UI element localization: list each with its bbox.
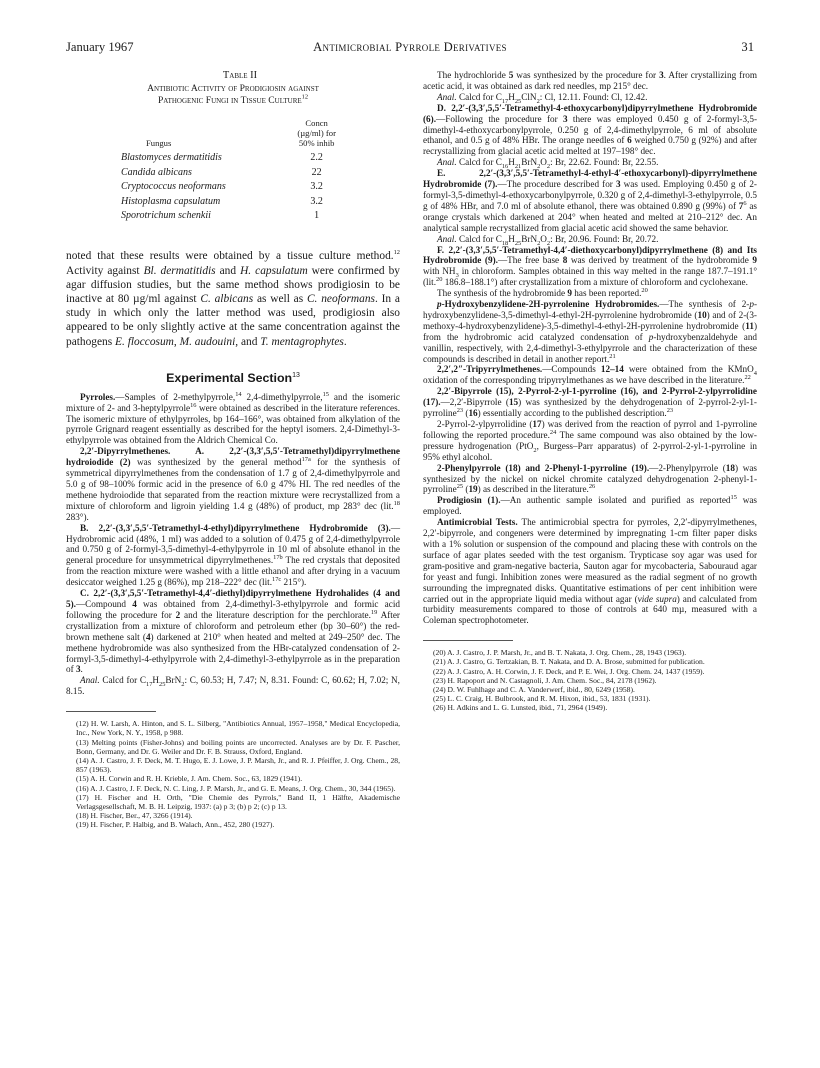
table-title-ref: 12	[301, 93, 309, 101]
paragraph-anal-6: Anal. Calcd for $C_{16}H_{21}BrN_2O_2$: Br, 22.62. Found: Br, 22.55.	[437, 157, 659, 171]
paragraph-prodigiosin: Prodigiosin (1).—An authentic sample isolated and purified as reported$^{15}$ was employed.	[423, 494, 757, 517]
page-number: 31	[741, 40, 754, 54]
table-row: Blastomyces dermatitidis 2.2	[121, 152, 323, 164]
fungi-table	[120, 117, 346, 224]
footnote: (17) H. Fischer and H. Orth, "Die Chemie des Pyrrols," Band II, 1 Hälfte, Akademische Verlagsgesellschaft, M. B. H. Leipzig, 1937: (a) p 3; (b) p 2; (c) p 13.	[76, 792, 400, 811]
paragraph-hydroxybenzylidene: p-Hydroxybenzylidene-2H-pyrrolenine Hydrobromides.—The synthesis of 2-p-hydroxybenzylidene-3,5-dimethyl-4-ethyl-2H-pyrrolenine hydrobromide (10) and of 2-(3-methoxy-4-hydroxybenzylidene)-3,5-dimethyl-4-ethyl-2H-pyrrolenine hydrobromide (11) from the hydrobromic acid catalyzed condensation of p-hydroxybenzaldehyde and vanillin, respectively, with 2,4-dimethyl-3-ethylpyrrole and the characterization of these compounds is described in detail in another report.$^{21}$	[423, 299, 758, 364]
col-header-concn: Concn (µg/ml) for 50% inhib	[297, 117, 336, 149]
intro-paragraph: noted that these results were obtained by a tissue culture method.$^{12}$ Activity against Bl. dermatitidis and H. capsulatum were confirmed by agar diffusion studies, but the same method shows prodigiosin to be inactive at 80 µg/ml against C. albicans as well as C. neoformans. In a study in which only the latter method was used, prodigiosin also appeared to be only slightly active at the same concentration against the pathogens E. floccosum, M. audouini, and T. mentagrophytes.	[66, 249, 400, 348]
footnote: (26) H. Adkins and L. G. Lunsted, ibid., 71, 2964 (1949).	[433, 703, 608, 713]
footnote: (25) L. C. Craig, H. Bulbrook, and R. M. Hixon, ibid., 53, 1831 (1931).	[433, 694, 651, 704]
paragraph-f: F. 2,2′-(3,3′,5,5′-Tetramethyl-4,4′-diethoxycarbonyl)dipyrrylmethene (8) and Its Hydrobromide (9).—The free base 8 was derived by treatment of the hydrobromide 9 with $NH_3$ in chloroform. Samples obtained in this way melted in the range 187.7–191.1° (lit.$^{20}$ 186.8–188.1°) after crystallization from a mixture of chloroform and cyclohexane.	[423, 244, 758, 288]
paragraph-tripyrrylmethenes: 2,2′,2″-Tripyrrylmethenes.—Compounds 12–14 were obtained from the KMnO$_4$ oxidation of the corresponding tripyrrylmethanes as we have described in the literature.$^{22}$	[423, 364, 757, 386]
paragraph-pyrrolidine: 2-Pyrrol-2-ylpyrrolidine (17) was derived from the reaction of pyrrol and 1-pyrroline following the reported procedure.$^{24}$ The same compound was also obtained by the low-pressure hydrogenation (PtO$_2$, Burgess–Parr apparatus) of 2-pyrrol-2-yl-1-pyrroline in 95% ethyl alcohol.	[423, 419, 757, 462]
left-column	[66, 70, 400, 830]
paragraph-anal-c: Anal. Calcd for $C_{17}H_{25}BrN_2$: C, 60.53; H, 7.47; N, 8.31. Found: C, 60.62; H, 7.02; N, 8.15.	[66, 675, 400, 697]
paragraph-anal-7: Anal. Calcd for $C_{18}H_{25}BrN_2O_2$: Br, 20.96. Found: Br, 20.72.	[437, 233, 659, 247]
table-title-line2: Pathogenic Fungi in Tissue Culture	[157, 95, 302, 107]
footnote: (16) A. J. Castro, J. F. Deck, N. C. Ling, J. P. Marsh, Jr., and G. E. Means, J. Org. Chem., 30, 344 (1965).	[76, 783, 396, 793]
table-ii	[66, 70, 400, 223]
paragraph-dipyrrylmethenes: 2,2′-Dipyrrylmethenes. A. 2,2′-(3,3′,5,5′-Tetramethyl)dipyrrylmethene hydroiodide (2) was synthesized by the general method$^{17a}$ for the synthesis of symmetrical dipyrrylmethenes from the condensation of 1.7 g of 2,4-dimethylpyrrole and 5.0 g of 98–100% formic acid in the presence of 6.0 g 47% HI. The red needles of the methene hydroiodide that separated from the reaction mixture were recrystallized from a mixture of chloroform and ligroin yielding 1.4 g (48%) of product, mp 283° dec (lit.$^{18}$ 283°).	[66, 446, 401, 522]
paragraph-bipyrrole: 2,2′-Bipyrrole (15), 2-Pyrrol-2-yl-1-pyrroline (16), and 2-Pyrrol-2-ylpyrrolidine (17).—2,2′-Bipyrrole (15) was synthesized by the dehydrogenation of 2-pyrrol-2-yl-1-pyrroline$^{23}$ (16) essentially according to the published description.$^{23}$	[423, 386, 757, 419]
paragraph-d: D. 2,2′-(3,3′,5,5′-Tetramethyl-4-ethoxycarbonyl)dipyrrylmethene Hydrobromide (6).—Following the procedure for 3 there was employed 0.450 g of 2-formyl-3,5-dimethyl-4-ethoxycarbonylpyrrole, 0.250 g of 2,4-dimethylpyrrole, 6 ml of absolute ethanol, and 0.5 g of 48% HBr. The orange needles of 6 weighed 0.750 g (92%) and after recrystallizing from glacial acetic acid melted at 197–198° dec.	[423, 102, 758, 157]
footnote-rule	[423, 640, 513, 641]
footnote: (23) H. Rapoport and N. Castagnoli, J. Am. Chem. Soc., 84, 2178 (1962).	[433, 675, 657, 685]
footnote: (13) Melting points (Fisher-Johns) and boiling points are uncorrected. Analyses are by Dr. F. Pascher, Bonn, Germany, and Dr. G. Weiler and Dr. F. B. Strauss, Oxford, England.	[76, 737, 400, 756]
footnote: (22) A. J. Castro, A. H. Corwin, J. F. Deck, and P. E. Wei, J. Org. Chem. 24, 1437 (1959).	[433, 666, 705, 676]
footnote: (15) A. H. Corwin and R. H. Krieble, J. Am. Chem. Soc., 63, 1829 (1941).	[76, 774, 303, 784]
table-row: Candida albicans 22	[121, 166, 322, 178]
paragraph-phenylpyrrole: 2-Phenylpyrrole (18) and 2-Phenyl-1-pyrroline (19).—2-Phenylpyrrole (18) was synthesized by the nickel on nickel chromite catalyzed dehydrogenation 2-phenyl-1-pyrroline$^{25}$ (19) as described in the literature.$^{26}$	[423, 462, 758, 495]
paragraph-synthesis-9: The synthesis of the hydrobromide 9 has been reported.$^{20}$	[437, 287, 648, 299]
table-number: Table II	[222, 70, 258, 81]
footnote: (20) A. J. Castro, J. P. Marsh, Jr., and B. T. Nakata, J. Org. Chem., 28, 1943 (1963).	[433, 648, 687, 658]
col-header-fungus: Fungus	[146, 138, 172, 149]
paragraph-pyrroles: Pyrroles.—Samples of 2-methylpyrrole,$^{14}$ 2,4-dimethylpyrrole,$^{15}$ and the isomeric mixture of 2- and 3-heptylpyrrole$^{16}$ were obtained as described in the literature references. The isomeric mixture of ethylpyrroles, bp 164–166°, was obtained from alkylation of the pyrrole Grignard reagent essentially as described for the heptyl isomers. 2,4-Dimethyl-3-ethylpyrrole was obtained from the Aldrich Chemical Co.	[66, 390, 401, 446]
paragraph-hydrochloride: The hydrochloride 5 was synthesized by the procedure for 3. After crystallizing from acetic acid, it was obtained as dark red needles, mp 215° dec.	[423, 70, 757, 91]
table-row: Sporotrichum schenkii 1	[121, 210, 320, 222]
paragraph-antimicrobial-tests: Antimicrobial Tests. The antimicrobial spectra for pyrroles, 2,2′-dipyrrylmethenes, 2,2′-bipyrrole, and congeners were determined by impregnating 1-cm filter paper disks with a 1% solution or suspension of the compound and placing these with controls on the surface of agar plates seeded with the test organism. Trypticase soy agar was used for gram-positive and gram-negative bacteria, Sauton agar for mycobacteria, Sabouraud agar for yeast and fungi. Inhibition zones were measured as the radial segment of no growth surrounding the impregnated disks. Quantitative estimations of per cent inhibition were carried out in the appropriate liquid media without agar (vide supra) and calculated from turbidity measurements compared to those of controls at 640 mµ, measured with a Coleman spectrophotometer.	[423, 517, 757, 626]
paragraph-c: C. 2,2′-(3,3′,5,5′-Tetramethyl-4,4′-diethyl)dipyrrylmethene Hydrohalides (4 and 5).—Compound 4 was obtained from 2,4-dimethyl-3-ethylpyrrole and formic acid following the procedure for 2 and the literature description for the perchlorate.$^{19}$ After crystallization from a mixture of chloroform and petroleum ether (bp 30–60°) the red-brown methene salt (4) darkened at 210° when heated and melted at 249–250° dec. The methene hydrobromide was also synthesized from the HBr-catalyzed condensation of 2-formyl-3,5-dimethyl-4-ethylpyrrole with 2,4-dimethyl-3-ethylpyrrole as in the preparation of 3.	[66, 588, 400, 675]
paragraph-e: E. 2,2′-(3,3′,5,5′-Tetramethyl-4-ethyl-4′-ethoxycarbonyl)-dipyrrylmethene Hydrobromide (7).—The procedure described for 3 was used. Employing 0.450 g of 2-formyl-3,5-dimethyl-4-ethoxycarbonylpyrrole, 0.320 g of 2,4-dimethyl-3-ethylpyrrole, 0.5 g of 48% HBr, and 7.0 ml of absolute ethanol, there was obtained 0.890 g (99%) of $7^6$ as orange crystals which darkened at 204° when heated and melted at 210–212° dec. An analytical sample recrystallized from glacial acetic acid showed the same behavior.	[423, 168, 757, 233]
right-column	[423, 70, 757, 713]
footnote: (21) A. J. Castro, G. Tertzakian, B. T. Nakata, and D. A. Brose, submitted for publication.	[433, 657, 705, 667]
header-title: Antimicrobial Pyrrole Derivatives	[313, 40, 507, 54]
footnotes-left	[66, 719, 400, 829]
section-heading: Experimental Section$^{13}$	[166, 370, 300, 385]
footnote-rule	[66, 711, 156, 712]
footnotes-right	[423, 648, 757, 712]
paragraph-anal-5: Anal. Calcd for $C_{17}H_{25}ClN_2$: Cl, 12.11. Found: Cl, 12.42.	[437, 91, 648, 105]
footnote: (12) H. W. Larsh, A. Hinton, and S. L. Silberg, "Antibiotics Annual, 1957–1958," Medical Encyclopedia, Inc., New York, N. Y., 1958, p 988.	[76, 719, 400, 738]
table-row: Cryptococcus neoformans 3.2	[121, 181, 323, 193]
footnote: (24) D. W. Fuhlhage and C. A. Vanderwerf, ibid., 80, 6249 (1958).	[433, 685, 635, 695]
table-row: Histoplasma capsulatum 3.2	[121, 195, 323, 207]
footnote: (14) A. J. Castro, J. F. Deck, M. T. Hugo, E. J. Lowe, J. P. Marsh, Jr., and R. J. Pfeiffer, J. Org. Chem., 28, 857 (1963).	[76, 755, 400, 775]
header-date: January 1967	[66, 40, 134, 54]
running-head	[66, 40, 754, 58]
footnote: (18) H. Fischer, Ber., 47, 3266 (1914).	[76, 811, 193, 821]
table-title-line1: Antibiotic Activity of Prodigiosin against	[147, 82, 319, 94]
paragraph-b: B. 2,2′-(3,3′,5,5′-Tetramethyl-4-ethyl)dipyrrylmethene Hydrobromide (3).—Hydrobromic acid (48%, 1 ml) was added to a solution of 0.475 g of 2,4-dimethylpyrrole and 0.750 g of 2-formyl-3,5-dimethyl-4-ethylpyrrole in 10 ml of absolute ethanol in the general procedure for unsymmetrical dipyrrylmethenes.$^{17b}$ The red crystals that deposited from the reaction mixture were washed with a little ethanol and after drying in a vacuum desiccator weighed 1.25 g (86%), mp 218–222° dec (lit.$^{17c}$ 215°).	[66, 522, 401, 588]
footnote: (19) H. Fischer, P. Halbig, and B. Walach, Ann., 452, 280 (1927).	[76, 820, 275, 830]
